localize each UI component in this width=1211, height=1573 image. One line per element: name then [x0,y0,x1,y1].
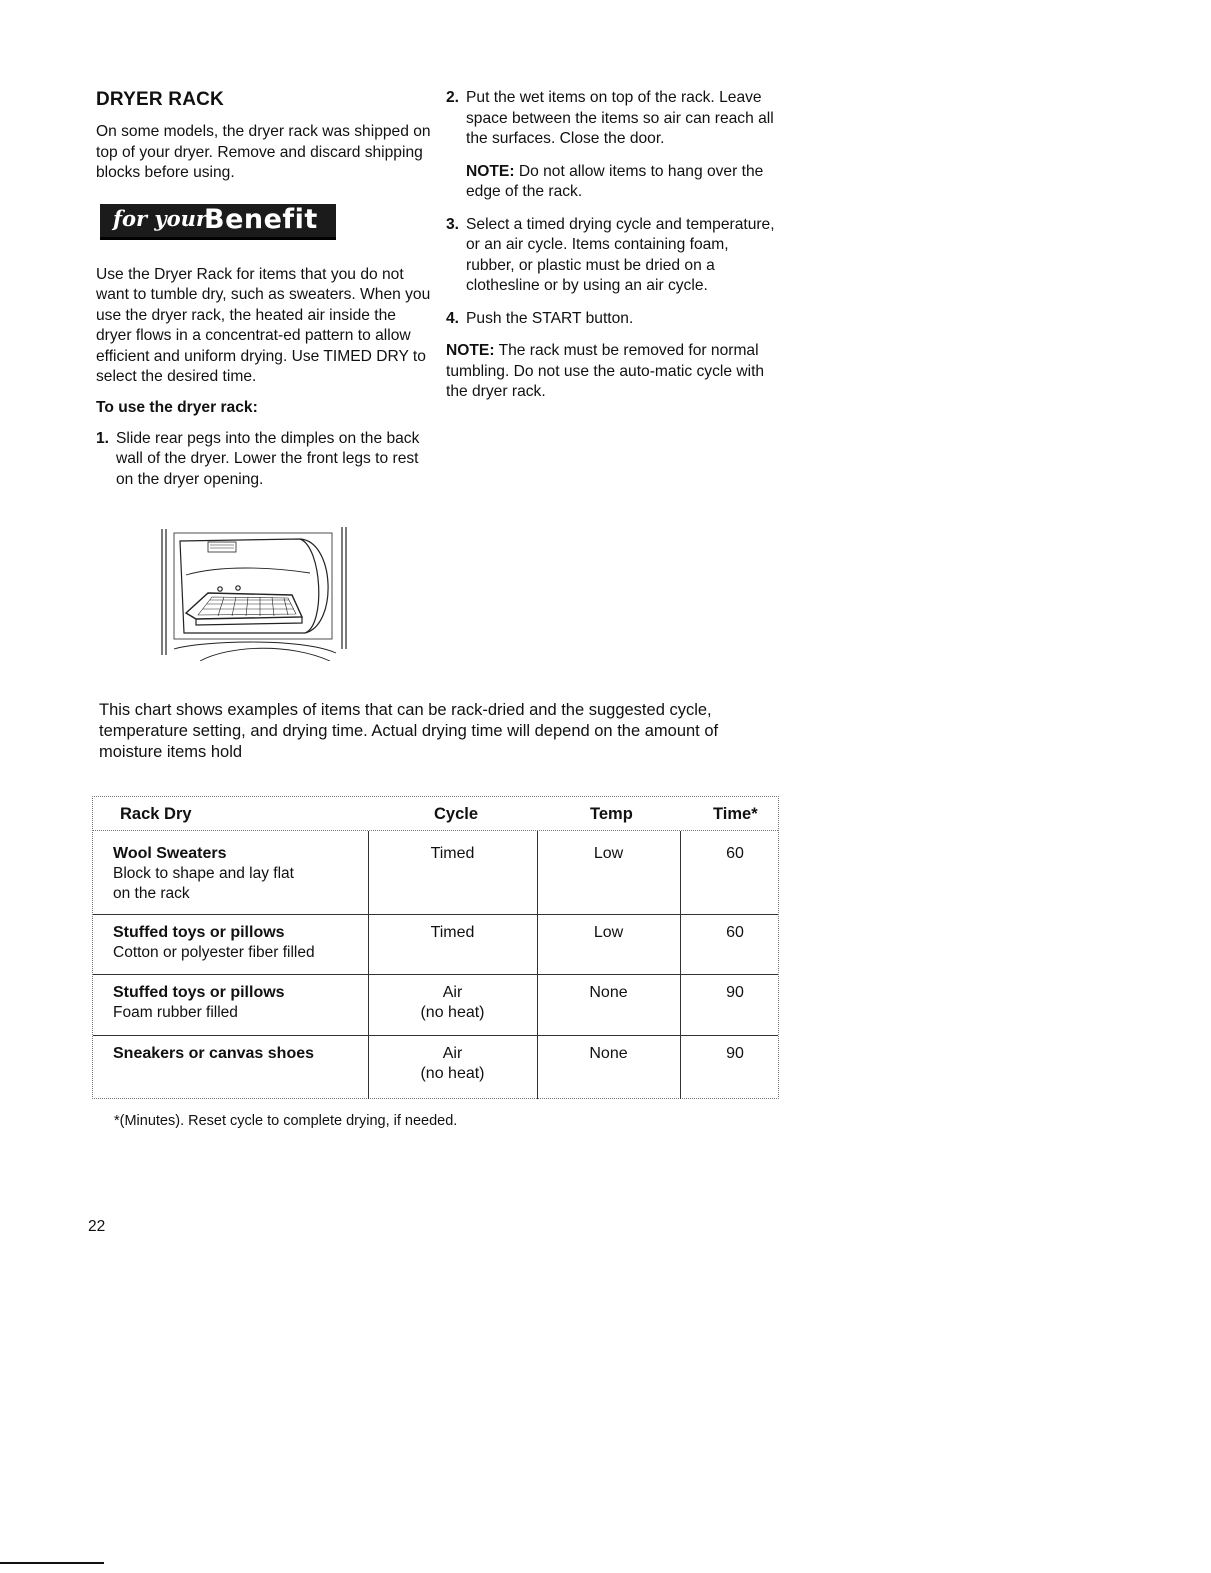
right-column [446,88,776,403]
row-time: 90 [726,984,744,1001]
dryer-rack-illustration [160,525,354,661]
section-title: DRYER RACK [96,89,224,110]
note-text: Do not allow items to hang over the edge of the rack. [466,162,764,200]
chart-intro: This chart shows examples of items that can be rack-dried and the suggested cycle, temperature setting, and drying time. Actual drying time will depend on the amount of moisture items hold [99,701,719,761]
item-desc: on the rack [113,885,190,902]
step-text: Select a timed drying cycle and temperature, or an air cycle. Items containing foam, rubber, or plastic must be dried on a clothesline or by using an air cycle. [466,215,775,294]
header-temp: Temp [590,805,633,823]
cycle-text: Air [442,984,463,1001]
row-cycle [368,923,537,943]
steps-list-left [96,429,432,491]
step-number: 4. [446,309,460,327]
header-time: Time* [713,805,758,823]
step-2 [446,88,776,150]
final-note [446,341,776,403]
step-2-note [446,162,776,203]
step-number: 3. [446,215,460,233]
item-title: Stuffed toys or pillows [113,984,285,1001]
item-desc: Foam rubber filled [113,1004,238,1021]
row-temp: None [589,1045,628,1062]
table-header [93,797,778,831]
cycle-text: (no heat) [420,1004,485,1021]
row-item [113,923,363,963]
item-desc: Block to shape and lay flat [113,865,294,882]
step-number: 2. [446,89,460,106]
cycle-text: Timed [430,924,475,941]
rack-dry-table [92,796,779,1099]
intro-paragraph: On some models, the dryer rack was shipped on top of your dryer. Remove and discard shipping blocks before using. [96,123,431,181]
row-item [113,844,363,904]
row-time: 60 [726,924,744,941]
note-label: NOTE: [446,342,495,359]
table-row [93,836,778,914]
table-row [93,914,778,974]
row-temp: None [589,984,628,1001]
note-text: The rack must be removed for normal tumbling. Do not use the auto-matic cycle with the dryer rack. [446,342,765,400]
for-your-benefit-badge [100,204,336,240]
header-cycle: Cycle [434,805,479,823]
table-row [93,1035,778,1098]
row-cycle [368,983,537,1023]
step-3 [446,215,776,297]
row-item [113,1044,363,1064]
benefit-badge-big: Benefit [204,203,318,235]
row-cycle [368,844,537,864]
howto-heading: To use the dryer rack: [96,398,258,416]
row-time: 90 [726,1045,744,1062]
left-column [96,88,432,490]
note-label: NOTE: [466,162,515,180]
page-number: 22 [88,1218,106,1235]
benefit-badge-small: for your [113,205,207,231]
item-title: Stuffed toys or pillows [113,924,285,941]
cycle-text: Air [442,1045,463,1062]
item-desc: Cotton or polyester fiber filled [113,944,315,961]
row-temp: Low [593,924,624,941]
step-text: Slide rear pegs into the dimples on the back wall of the dryer. Lower the front legs to rest on the dryer opening. [116,429,420,488]
step-text: Put the wet items on top of the rack. Leave space between the items so air can reach all the surfaces. Close the door. [466,89,774,147]
row-temp: Low [593,845,624,862]
step-4 [446,309,776,330]
step-1 [96,429,432,491]
row-item [113,983,363,1023]
table-footnote: *(Minutes). Reset cycle to complete drying, if needed. [114,1113,458,1129]
step-number: 1. [96,429,110,447]
header-item: Rack Dry [120,805,192,823]
cycle-text: Timed [430,845,475,862]
step-text: Push the START button. [466,309,634,327]
cycle-text: (no heat) [420,1065,485,1082]
bottom-rule [0,1562,104,1564]
benefit-paragraph: Use the Dryer Rack for items that you do not want to tumble dry, such as sweaters. When you use the dryer rack, the heated air inside the dryer flows in a concentrat-ed pattern to allow efficient and uniform drying. Use TIMED DRY to select the desired time. [96,265,431,385]
table-row [93,974,778,1035]
row-cycle [368,1044,537,1084]
item-title: Wool Sweaters [113,845,227,862]
item-title: Sneakers or canvas shoes [113,1045,315,1062]
row-time: 60 [726,845,744,862]
